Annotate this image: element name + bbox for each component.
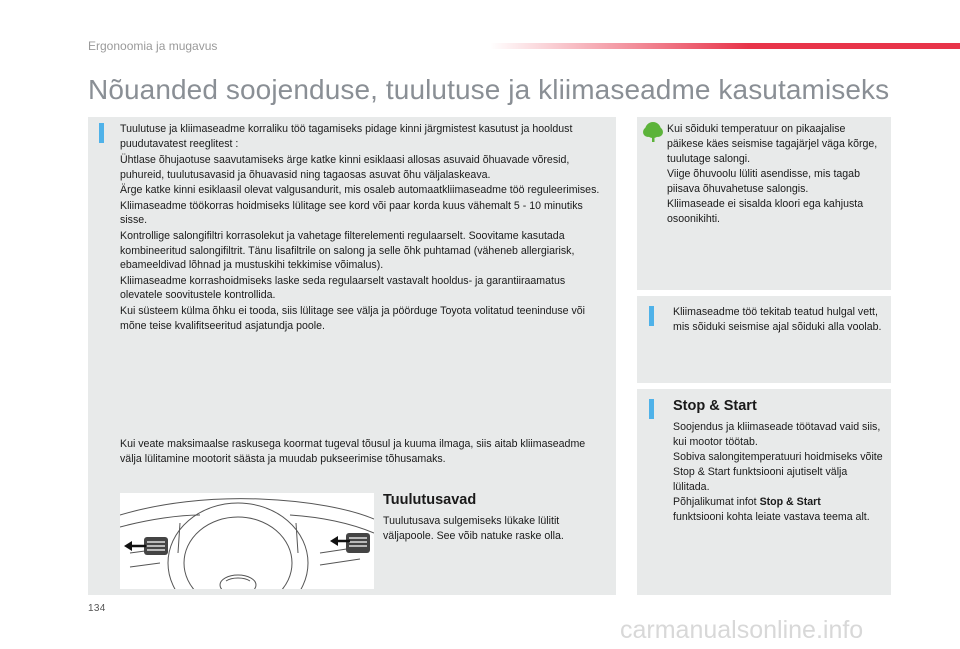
dashboard-vents-illustration <box>120 493 374 589</box>
list-item-text: Kliimaseadme korrashoidmiseks laske seda regulaarselt vastavalt hooldus- ja garantiiraamatus olevatele soovitustele kontrollida. <box>120 274 566 302</box>
vents-text: Tuulutusava sulgemiseks lükake lülitit väljapoole. See võib natuke raske olla. <box>383 515 564 542</box>
list-item <box>110 153 610 182</box>
condensation-text: Kliimaseadme töö tekitab teatud hulgal vett, mis sõiduki seismise ajal sõiduki alla voolab. <box>673 306 882 333</box>
section-header: Ergonoomia ja mugavus <box>88 39 218 53</box>
list-item-text: Ärge katke kinni esiklaasil olevat valgusandurit, mis osaleb automaatkliimaseadme töö reguleerimises. <box>120 184 600 197</box>
list-item <box>110 304 610 333</box>
list-item <box>110 183 610 198</box>
stop-start-bold: Stop & Start <box>759 496 821 508</box>
page-title: Nõuanded soojenduse, tuulutuse ja kliimaseadme kasutamiseks <box>88 74 890 105</box>
list-item-text: Kui süsteem külma õhku ei tooda, siis lülitage see välja ja pöörduge Toyota volitatud teeninduse või mõne teise kvalifitseeritud asjatundja poole. <box>120 304 586 332</box>
eco-leaf-icon <box>642 121 664 143</box>
eco-tips-text: Kui sõiduki temperatuur on pikaajalise päikese käes seismise tagajärjel väga kõrge, tuulutage salongi. Viige õhuvoolu lüliti asendisse, mis tagab piisava õhuvahetuse salongis. Kliimaseade ei sisalda kloori ega kahjusta osoonikihti. <box>667 123 878 225</box>
info-icon <box>99 123 104 143</box>
page-number: 134 <box>88 603 106 614</box>
vents-heading: Tuulutusavad <box>383 492 477 508</box>
intro-text: Tuulutuse ja kliimaseadme korraliku töö tagamiseks pidage kinni järgmistest kasutust ja hooldust puudutavatest reeglitest : <box>120 123 573 150</box>
list-item-text: Kontrollige salongifiltri korrasolekut ja vahetage filterelementi regulaarselt. Soovitame kasutada kombineeritud salongifiltrit. Tänu lisafiltrile on salong ja selle õhk puhtamad (väheneb allergiarisk, ebameeldivad lõhnad ja mustuskihi tekkimise võimalus). <box>120 229 575 272</box>
list-item <box>110 199 610 228</box>
heavy-load-note: Kui veate maksimaalse raskusega koormat tugeval tõusul ja kuuma ilmaga, siis aitab kliimaseadme välja lülitamine mootorit säästa ja muudab pukseerimise tõhusamaks. <box>120 438 586 465</box>
info-icon <box>649 399 654 419</box>
list-item-text: Kliimaseadme töökorras hoidmiseks lülitage see kord või paar korda kuus vähemalt 5 - 10 minutiks sisse. <box>120 199 583 227</box>
list-item <box>110 229 610 273</box>
info-icon <box>649 306 654 326</box>
stop-start-heading: Stop & Start <box>673 398 757 414</box>
list-item <box>110 274 610 303</box>
list-item-text: Ühtlase õhujaotuse saavutamiseks ärge katke kinni esiklaasi allosas asuvaid õhuavade võresid, puhureid, tuulutusavasid ja õhuavasid ning tagaosas asuvat õhu väljalaskeava. <box>120 154 570 181</box>
watermark: carmanualsonline.info <box>620 616 864 644</box>
stop-start-text: Soojendus ja kliimaseade töötavad vaid siis, kui mootor töötab. Sobiva salongitemperatuuri hoidmiseks võite Stop & Start funktsiooni ajutiselt välja lülitada. Põhjalikumat infot Stop & Start funktsiooni kohta leiate vastava teema alt. <box>673 421 883 523</box>
accent-bar <box>490 43 960 49</box>
maintenance-rules-list <box>110 153 610 334</box>
